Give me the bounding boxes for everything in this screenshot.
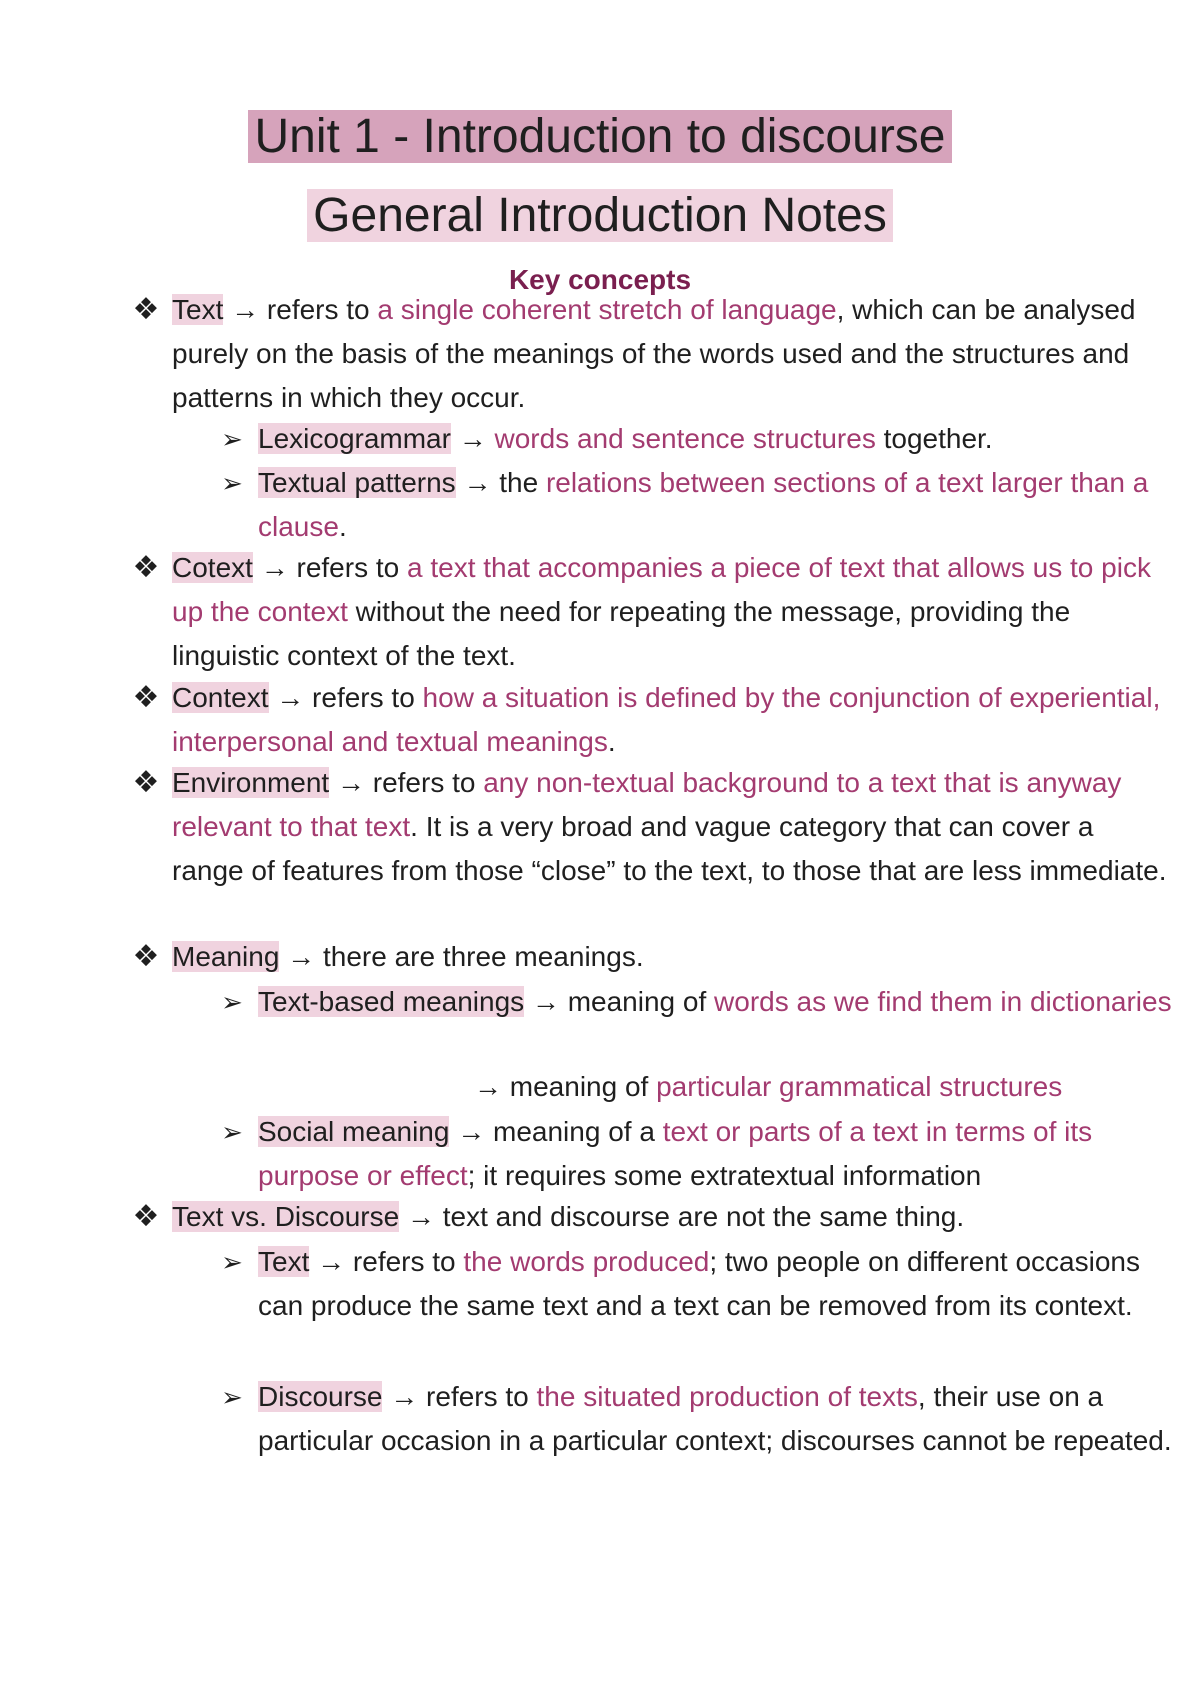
connector: → refers to [252,552,407,583]
term-context: Context [172,682,269,713]
page-title [0,101,1200,173]
definition: particular grammatical structures [656,1071,1063,1102]
explanation: . [338,511,347,542]
concept-textual-patterns [258,461,1172,549]
concept-text-based-meanings [258,980,1172,1024]
term-text-vs-discourse: Text vs. Discourse [172,1201,400,1232]
term-text-based-meanings: Text-based meanings [258,986,525,1017]
connector: → refers to [382,1381,537,1412]
definition: a single coherent stretch of language [377,294,837,325]
concept-social-meaning [258,1110,1172,1198]
explanation: together. [875,423,993,454]
diamond-bullet-icon: ❖ [132,1200,160,1233]
term-text: Text [172,294,224,325]
term-lexicogrammar: Lexicogrammar [258,423,451,454]
definition: relations between sections of a text larger than a clause [258,467,1149,542]
term-text-sub: Text [258,1246,310,1277]
concept-meaning [172,935,1172,979]
explanation: , which can be analysed purely on the basis of the meanings of the words used and the structures and patterns in which they occur. [172,294,1136,413]
connector: → refers to [223,294,378,325]
arrowhead-bullet-icon: ➢ [221,468,243,498]
definition: the words produced [463,1246,710,1277]
page-subtitle [0,180,1200,252]
definition: any non-textual background to a text that is anyway relevant to that text [172,767,1122,842]
term-meaning: Meaning [172,941,280,972]
connector: → meaning of [524,986,715,1017]
connector: → meaning of a [449,1116,663,1147]
arrowhead-bullet-icon: ➢ [221,1382,243,1412]
connector: → the [455,467,546,498]
term-environment: Environment [172,767,330,798]
term-discourse: Discourse [258,1381,383,1412]
connector: → refers to [268,682,423,713]
diamond-bullet-icon: ❖ [132,293,160,326]
subtitle-text: General Introduction Notes [307,189,893,242]
arrowhead-bullet-icon: ➢ [221,424,243,454]
concept-text [172,288,1172,420]
diamond-bullet-icon: ❖ [132,551,160,584]
concept-environment [172,761,1172,893]
definition: words and sentence structures [494,423,876,454]
definition: words as we find them in dictionaries [714,986,1172,1017]
concept-discourse [258,1375,1172,1463]
arrowhead-bullet-icon: ➢ [221,1247,243,1277]
diamond-bullet-icon: ❖ [132,681,160,714]
concept-text-vs-discourse [172,1195,1172,1239]
arrowhead-bullet-icon: ➢ [221,1117,243,1147]
explanation: . [607,726,616,757]
explanation: → text and discourse are not the same thing. [399,1201,965,1232]
connector: → refers to [329,767,484,798]
concept-lexicogrammar [258,417,1172,461]
explanation: ; it requires some extratextual information [467,1160,982,1191]
term-textual-patterns: Textual patterns [258,467,456,498]
concept-context [172,676,1172,764]
explanation: → there are three meanings. [279,941,644,972]
connector: → refers to [309,1246,464,1277]
explanation: . It is a very broad and vague category that can cover a range of features from those “close” to the text, to those that are less immediate. [172,811,1167,886]
section-heading: Key concepts [508,264,692,295]
definition: how a situation is defined by the conjunction of experiential, interpersonal and textual meanings [172,682,1161,757]
diamond-bullet-icon: ❖ [132,766,160,799]
explanation: , their use on a particular occasion in a particular context; discourses cannot be repeated. [258,1381,1172,1456]
diamond-bullet-icon: ❖ [132,940,160,973]
connector: → [450,423,495,454]
concept-cotext [172,546,1172,678]
definition: a text that accompanies a piece of text that allows us to pick up the context [172,552,1151,627]
explanation: ; two people on different occasions can produce the same text and a text can be removed from its context. [258,1246,1140,1321]
title-text: Unit 1 - Introduction to discourse [248,110,951,163]
term-cotext: Cotext [172,552,253,583]
explanation: without the need for repeating the message, providing the linguistic context of the text. [172,596,1071,671]
concept-grammatical-meaning [474,1065,1174,1109]
definition: the situated production of texts [536,1381,918,1412]
connector: → meaning of [474,1071,657,1102]
arrowhead-bullet-icon: ➢ [221,987,243,1017]
definition: text or parts of a text in terms of its purpose or effect [258,1116,1093,1191]
term-social-meaning: Social meaning [258,1116,450,1147]
concept-text-sub [258,1240,1172,1328]
